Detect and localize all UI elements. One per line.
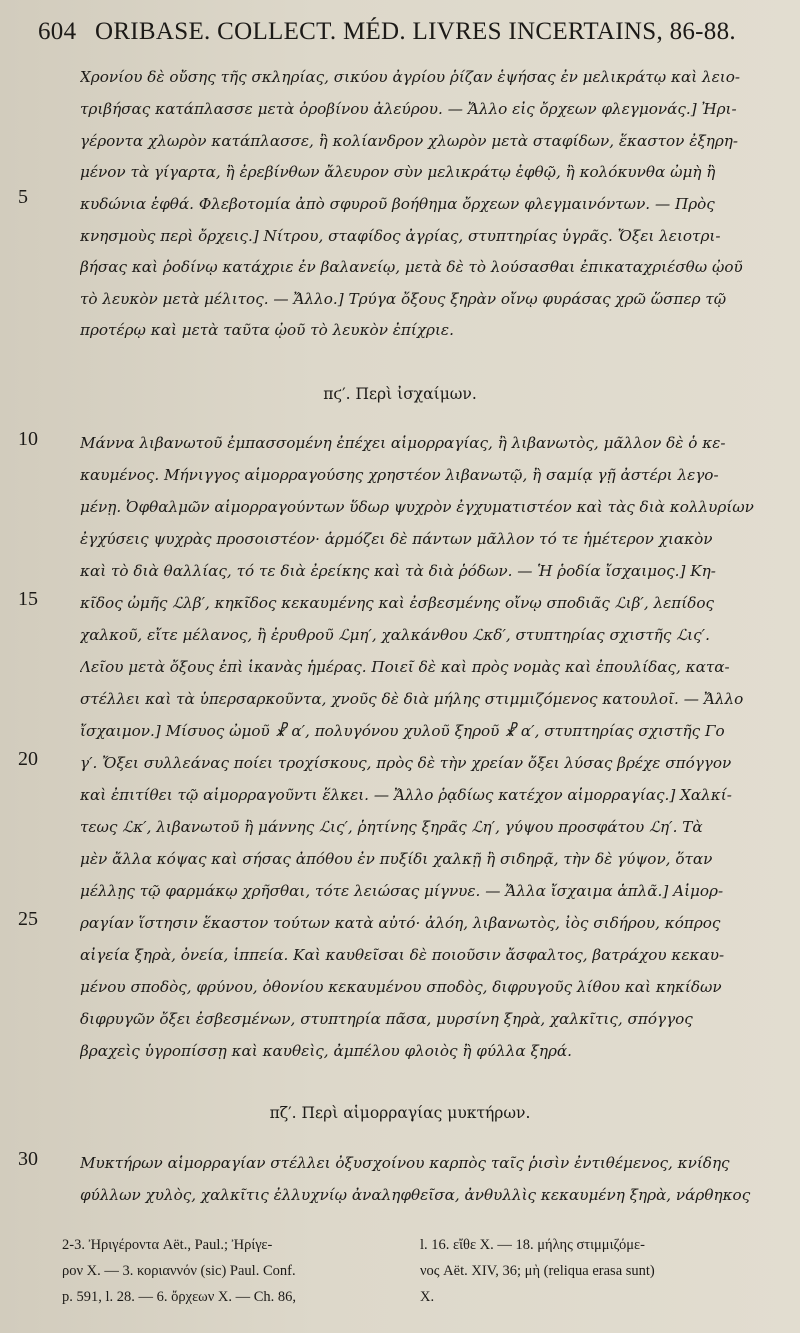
text-line: Μυκτήρων αἱμορραγίαν στέλλει ὀξυσχοίνου καρπὸς ταῖς ῥισὶν ἐντιθέμενος, κνίδης (80, 1154, 730, 1172)
text-line: γ′. Ὄξει συλλεάνας ποίει τροχίσκους, πρὸς δὲ τὴν χρείαν ὄξει λύσας βρέχε σπόγγον (80, 754, 732, 772)
page-number: 604 (38, 18, 77, 45)
footnote-line: l. 16. εἴθε X. — 18. μήλης στιμμιζόμε- (420, 1237, 645, 1253)
text-line: αἰγεία ξηρὰ, ὀνεία, ἱππεία. Καὶ καυθεῖσαι δὲ ποιοῦσιν ἄσφαλτος, βατράχου κεκαυ- (80, 946, 725, 964)
footnote-line: p. 591, l. 28. — 6. ὄρχεων X. — Ch. 86, (62, 1289, 297, 1305)
text-line: διφρυγῶν ὄξει ἐσβεσμένων, στυπτηρία πᾶσα, μυρσίνη ξηρὰ, χαλκῖτις, σπόγγος (80, 1010, 693, 1028)
text-line: γέροντα χλωρὸν κατάπλασσε, ἢ κολίανδρον χλωρὸν μετὰ σταφίδων, ἕκαστον ἐξηρη- (80, 132, 739, 150)
text-line: ραγίαν ἵστησιν ἕκαστον τούτων κατὰ αὐτό· ἀλόη, λιβανωτὸς, ἰὸς σιδήρου, κόπρος (80, 914, 721, 932)
text-line: βήσας καὶ ῥοδίνῳ κατάχριε ἐν βαλανείῳ, μετὰ δὲ τὸ λούσασθαι ἐπικαταχριέσθω ᾠοῦ (80, 258, 743, 276)
text-line: κνησμοὺς περὶ ὄρχεις.] Νίτρου, σταφίδος ἀγρίας, στυπτηρίας ὑγρᾶς. Ὄξει λειοτρι- (80, 227, 721, 245)
text-line: προτέρῳ καὶ μετὰ ταῦτα ᾠοῦ τὸ λευκὸν ἐπίχριε. (80, 321, 454, 339)
text-line: κῖδος ὠμῆς ℒλβ′, κηκῖδος κεκαυμένης καὶ ἐσβεσμένης οἴνῳ σποδιᾶς ℒιβ′, λεπίδος (80, 594, 715, 612)
text-line: στέλλει καὶ τὰ ὑπερσαρκοῦντα, χνοῦς δὲ διὰ μήλης στιμμιζόμενος κατουλοῖ. — Ἄλλο (80, 690, 744, 708)
text-line: κυδώνια ἑφθά. Φλεβοτομία ἀπὸ σφυροῦ βοήθημα ὄρχεων φλεγμαινόντων. — Πρὸς (80, 195, 715, 213)
section-title-87: πϛ′. Περὶ ἰσχαίμων. (323, 385, 477, 403)
text-line: μένῃ. Ὀφθαλμῶν αἱμορραγούντων ὕδωρ ψυχρὸν ἐγχυματιστέον καὶ τὰς διὰ κολλυρίων (80, 498, 754, 516)
footnote-line: 2-3. Ἠριγέροντα Aët., Paul.; Ἠρίγε- (62, 1237, 273, 1253)
text-line: μένον τὰ γίγαρτα, ἢ ἐρεβίνθων ἄλευρον σὺν μελικράτῳ ἑφθῷ, ἢ κολόκυνθα ὠμὴ ἢ (80, 163, 716, 181)
page-header (38, 18, 778, 46)
line-number: 10 (18, 428, 38, 450)
text-line: μὲν ἄλλα κόψας καὶ σήσας ἀπόθου ἐν πυξίδι χαλκῇ ἢ σιδηρᾷ, τὴν δὲ γύψον, ὅταν (80, 850, 713, 868)
line-number: 30 (18, 1148, 38, 1170)
footnotes-left (62, 1232, 412, 1310)
text-line: ἴσχαιμον.] Μίσυος ὠμοῦ ☧ α′, πολυγόνου χυλοῦ ξηροῦ ☧ α′, στυπτηρίας σχιστῆς Γο (80, 722, 725, 740)
text-line: καὶ ἐπιτίθει τῷ αἱμορραγοῦντι ἕλκει. — Ἄλλο ῥᾳδίως κατέχον αἱμορραγίας.] Χαλκί- (80, 786, 732, 804)
footnote-line: ρον X. — 3. κοριαννόν (sic) Paul. Conf. (62, 1263, 296, 1279)
section-title-88: πζ′. Περὶ αἱμορραγίας μυκτήρων. (269, 1104, 531, 1122)
text-line: βραχεὶς ὑγροπίσσῃ καὶ καυθεὶς, ἀμπέλου φλοιὸς ἢ φύλλα ξηρά. (80, 1042, 572, 1060)
text-line: ἐγχύσεις ψυχρὰς προσοιστέον· ἁρμόζει δὲ πάντων μᾶλλον τό τε ἡμέτερον χιακὸν (80, 530, 713, 548)
text-line: φύλλων χυλὸς, χαλκῖτις ἐλλυχνίῳ ἀναληφθεῖσα, ἀνθυλλὶς κεκαυμένη ξηρὰ, νάρθηκος (80, 1186, 751, 1204)
text-line: Μάννα λιβανωτοῦ ἐμπασσομένη ἐπέχει αἱμορραγίας, ἢ λιβανωτὸς, μᾶλλον δὲ ὁ κε- (80, 434, 726, 452)
footnote-line: X. (420, 1289, 435, 1305)
text-line: Λεῖου μετὰ ὄξους ἐπὶ ἱκανὰς ἡμέρας. Ποιεῖ δὲ καὶ πρὸς νομὰς καὶ ἐπουλίδας, κατα- (80, 658, 730, 676)
text-line: τριβήσας κατάπλασσε μετὰ ὀροβίνου ἀλεύρου. — Ἄλλο εἰς ὄρχεων φλεγμονάς.] Ἠρι- (80, 100, 737, 118)
text-line: τὸ λευκὸν μετὰ μέλιτος. — Ἄλλο.] Τρύγα ὄξους ξηρὰν οἴνῳ φυράσας χρῶ ὥσπερ τῷ (80, 290, 727, 308)
text-line: καὶ τὸ διὰ θαλλίας, τό τε διὰ ἐρείκης καὶ τὰ διὰ ῥόδων. — Ἡ ῥοδία ἴσχαιμος.] Κη- (80, 562, 716, 580)
running-title: ORIBASE. COLLECT. MÉD. LIVRES INCERTAINS, 86-88. (94, 18, 736, 45)
line-number: 25 (18, 908, 38, 930)
text-line: Χρονίου δὲ οὔσης τῆς σκληρίας, σικύου ἀγρίου ῥίζαν ἑψήσας ἐν μελικράτῳ καὶ λειο- (80, 68, 741, 86)
text-line: μένου σποδὸς, φρύνου, ὀθονίου κεκαυμένου σποδὸς, διφρυγοῦς λίθου καὶ κηκίδων (80, 978, 722, 996)
line-number: 5 (18, 186, 28, 208)
text-line: καυμένος. Μήνιγγος αἱμορραγούσης χρηστέον λιβανωτῷ, ἢ σαμίᾳ γῇ ἀστέρι λεγο- (80, 466, 719, 484)
text-line: τεως ℒκ′, λιβανωτοῦ ἢ μάννης ℒις′, ῥητίνης ξηρᾶς ℒη′, γύψου προσφάτου ℒη′. Τὰ (80, 818, 703, 836)
footnote-line: νος Aët. XIV, 36; μὴ (reliqua erasa sunt) (420, 1263, 655, 1279)
text-line: μέλλῃς τῷ φαρμάκῳ χρῆσθαι, τότε λειώσας μίγνυε. — Ἄλλα ἴσχαιμα ἁπλᾶ.] Αἱμορ- (80, 882, 724, 900)
line-number: 15 (18, 588, 38, 610)
text-line: χαλκοῦ, εἴτε μέλανος, ἢ ἐρυθροῦ ℒμη′, χαλκάνθου ℒκδ′, στυπτηρίας σχιστῆς ℒις′. (80, 626, 710, 644)
footnotes-right (420, 1232, 790, 1310)
line-number: 20 (18, 748, 38, 770)
